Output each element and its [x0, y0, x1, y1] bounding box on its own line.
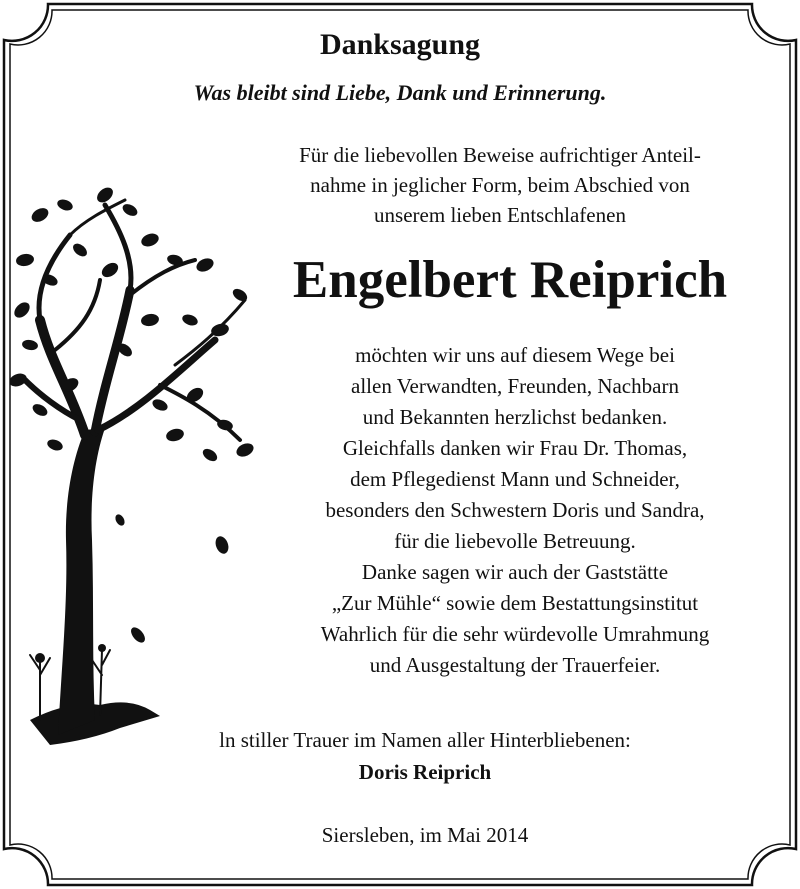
body-line: dem Pflegedienst Mann und Schneider,: [350, 467, 680, 491]
body-line: und Ausgestaltung der Trauerfeier.: [369, 653, 661, 677]
body-line: möchten wir uns auf diesem Wege bei: [355, 343, 675, 367]
body-line: besonders den Schwestern Doris und Sandra,: [325, 498, 705, 522]
tree-illustration: [10, 180, 260, 760]
place-date: Siersleben, im Mai 2014: [321, 823, 529, 847]
thanks-paragraph: [250, 340, 780, 681]
intro-line: unserem lieben Entschlafenen: [374, 203, 626, 227]
body-line: Danke sagen wir auch der Gaststätte: [361, 560, 669, 584]
notice-motto: Was bleibt sind Liebe, Dank und Erinnerung.: [193, 80, 607, 105]
body-line: Gleichfalls danken wir Frau Dr. Thomas,: [342, 436, 688, 460]
intro-line: nahme in jeglicher Form, beim Abschied von: [310, 173, 690, 197]
body-line: „Zur Mühle“ sowie dem Bestattungsinstitut: [331, 591, 699, 615]
body-line: für die liebevolle Betreuung.: [394, 529, 636, 553]
body-line: allen Verwandten, Freunden, Nachbarn: [351, 374, 679, 398]
notice-title: Danksagung: [319, 28, 481, 61]
body-line: und Bekannten herzlichst bedanken.: [362, 405, 668, 429]
closing-line: ln stiller Trauer im Namen aller Hinterbliebenen:: [219, 728, 631, 752]
intro-paragraph: [220, 140, 780, 230]
signer-name: Doris Reiprich: [358, 760, 492, 784]
intro-line: Für die liebevollen Beweise aufrichtiger Anteil-: [299, 143, 701, 167]
body-line: Wahrlich für die sehr würdevolle Umrahmung: [320, 622, 710, 646]
deceased-name: Engelbert Reiprich: [292, 251, 728, 309]
